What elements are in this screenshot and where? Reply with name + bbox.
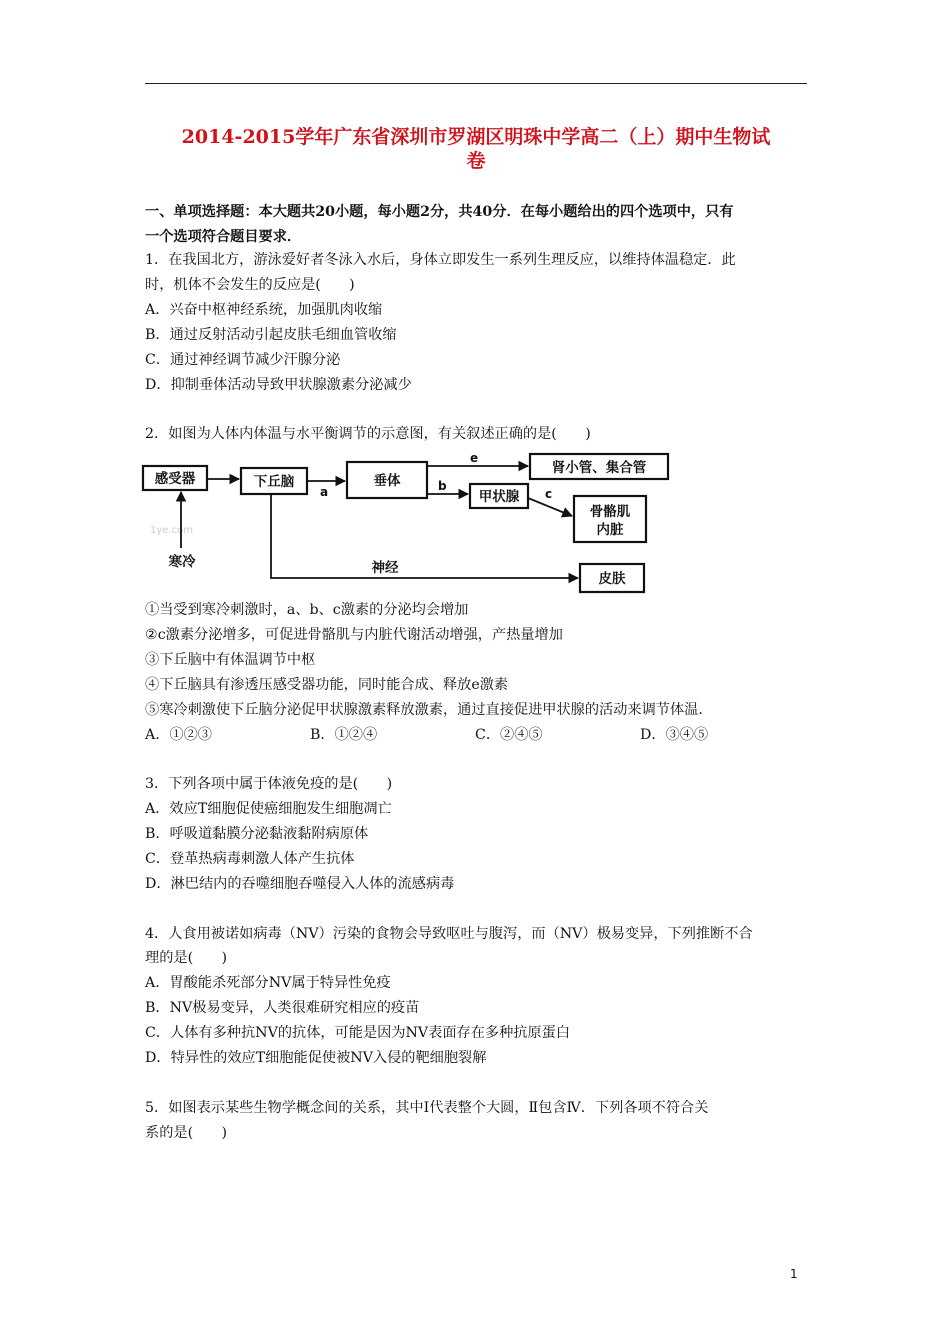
skin-label: 皮肤 bbox=[598, 571, 626, 587]
q1-option-c: C．通过神经调节减少汗腺分泌 bbox=[145, 352, 341, 368]
q1-stem-line-2: 时，机体不会发生的反应是( ) bbox=[145, 277, 355, 293]
q4-option-d: D．特异性的效应T细胞能促使被NV入侵的靶细胞裂解 bbox=[145, 1050, 487, 1066]
q3-option-c: C．登革热病毒刺激人体产生抗体 bbox=[145, 851, 355, 867]
kidney-label: 肾小管、集合管 bbox=[551, 460, 647, 476]
title-line-1: 2014-2015学年广东省深圳市罗湖区明珠中学高二（上）期中生物试 bbox=[181, 126, 771, 148]
muscle-label-2: 内脏 bbox=[596, 522, 624, 538]
q2-option-a: A．①②③ bbox=[145, 727, 212, 743]
section-line-2: 一个选项符合题目要求． bbox=[145, 229, 302, 245]
q2-statement-4: ④下丘脑具有渗透压感受器功能，同时能合成、释放e激素 bbox=[145, 677, 509, 693]
q5-stem-line-2: 系的是( ) bbox=[145, 1125, 228, 1141]
page-title bbox=[145, 125, 807, 173]
arrow-hypothalamus-to-skin bbox=[271, 494, 578, 578]
q3-option-b: B．呼吸道黏膜分泌黏液黏附病原体 bbox=[145, 826, 369, 842]
watermark-text: 1ye.com bbox=[150, 525, 193, 536]
header-rule bbox=[145, 83, 807, 84]
q2-stem: 2．如图为人体内体温与水平衡调节的示意图，有关叙述正确的是( ) bbox=[145, 426, 591, 442]
q4-option-a: A．胃酸能杀死部分NV属于特异性免疫 bbox=[145, 975, 391, 991]
label-c: c bbox=[545, 487, 553, 501]
title-line-2: 卷 bbox=[466, 150, 486, 172]
q3-option-a: A．效应T细胞促使癌细胞发生细胞凋亡 bbox=[145, 801, 392, 817]
q2-option-b: B．①②④ bbox=[310, 727, 378, 743]
label-b: b bbox=[438, 479, 447, 493]
q2-statement-2: ②c激素分泌增多，可促进骨骼肌与内脏代谢活动增强，产热量增加 bbox=[145, 627, 563, 643]
receptor-label: 感受器 bbox=[154, 471, 196, 487]
q1-stem-line-1: 1．在我国北方，游泳爱好者冬泳入水后，身体立即发生一系列生理反应，以维持体温稳定．此 bbox=[145, 252, 736, 268]
q1-option-d: D．抑制垂体活动导致甲状腺激素分泌减少 bbox=[145, 377, 412, 393]
q2-statement-3: ③下丘脑中有体温调节中枢 bbox=[145, 652, 316, 668]
q4-option-c: C．人体有多种抗NV的抗体，可能是因为NV表面存在多种抗原蛋白 bbox=[145, 1025, 571, 1041]
cold-label: 寒冷 bbox=[168, 554, 196, 570]
regulation-diagram bbox=[140, 450, 680, 598]
label-e: e bbox=[470, 451, 479, 465]
q2-statement-1: ①当受到寒冷刺激时，a、b、c激素的分泌均会增加 bbox=[145, 602, 469, 618]
nerve-label: 神经 bbox=[371, 560, 399, 576]
q3-stem: 3．下列各项中属于体液免疫的是( ) bbox=[145, 776, 393, 792]
q2-option-d: D．③④⑤ bbox=[640, 727, 709, 743]
label-a: a bbox=[320, 485, 329, 499]
q4-stem-line-1: 4．人食用被诺如病毒（NV）污染的食物会导致呕吐与腹泻，而（NV）极易变异，下列推断不合 bbox=[145, 926, 753, 942]
q5-stem-line-1: 5．如图表示某些生物学概念间的关系，其中Ⅰ代表整个大圆，Ⅱ包含Ⅳ．下列各项不符合关 bbox=[145, 1100, 709, 1116]
q2-statement-5: ⑤寒冷刺激使下丘脑分泌促甲状腺激素释放激素，通过直接促进甲状腺的活动来调节体温． bbox=[145, 702, 713, 718]
q1-option-b: B．通过反射活动引起皮肤毛细血管收缩 bbox=[145, 327, 397, 343]
q3-option-d: D．淋巴结内的吞噬细胞吞噬侵入人体的流感病毒 bbox=[145, 876, 455, 892]
q1-option-a: A．兴奋中枢神经系统，加强肌肉收缩 bbox=[145, 302, 383, 318]
section-line-1: 一、单项选择题：本大题共20小题，每小题2分，共40分．在每小题给出的四个选项中，只有 bbox=[145, 204, 734, 220]
page-number: 1 bbox=[790, 1267, 798, 1281]
q4-option-b: B．NV极易变异，人类很难研究相应的疫苗 bbox=[145, 1000, 420, 1016]
pituitary-label: 垂体 bbox=[373, 473, 401, 489]
thyroid-label: 甲状腺 bbox=[478, 489, 520, 505]
muscle-label-1: 骨骼肌 bbox=[589, 504, 631, 520]
section-heading bbox=[145, 200, 807, 250]
q2-option-c: C．②④⑤ bbox=[475, 727, 543, 743]
hypothalamus-label: 下丘脑 bbox=[253, 474, 295, 490]
q4-stem-line-2: 理的是( ) bbox=[145, 950, 228, 966]
